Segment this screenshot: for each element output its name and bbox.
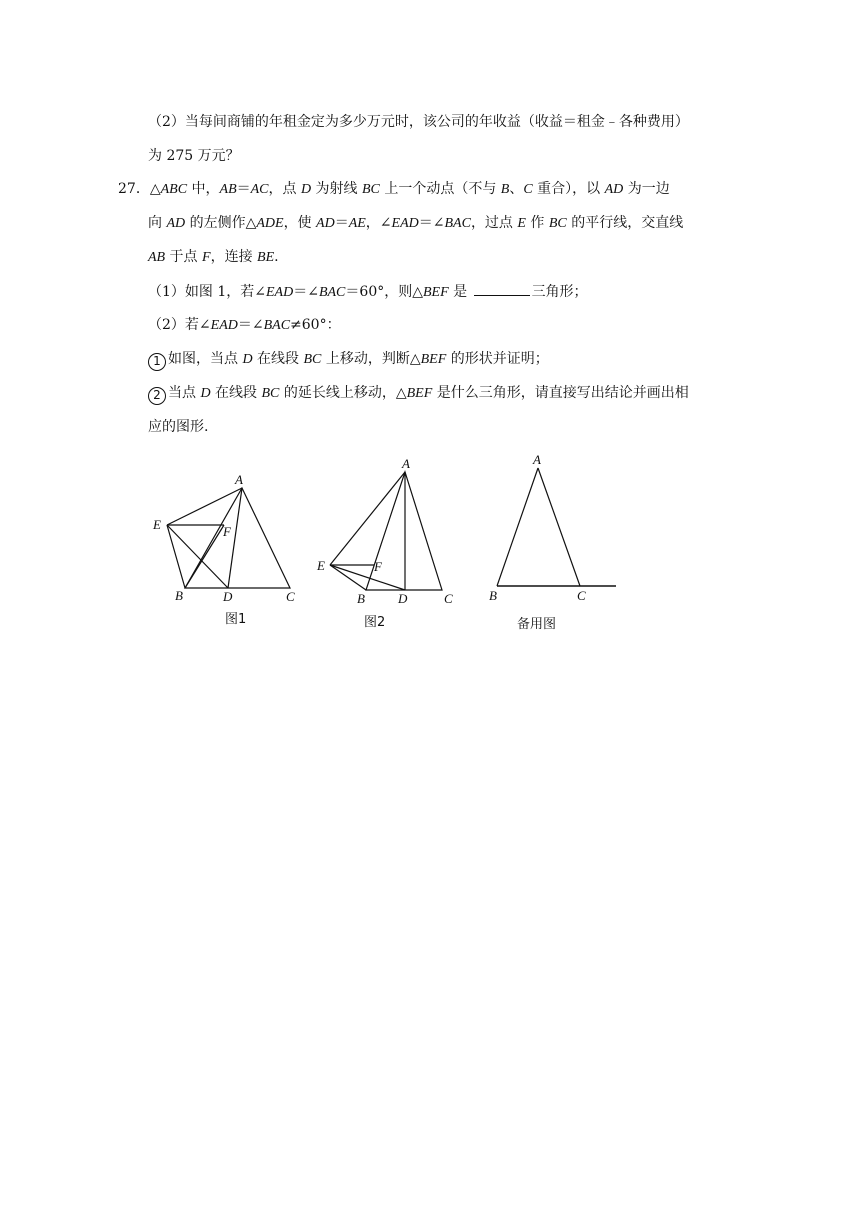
label-c: C [577, 588, 586, 603]
label-e: E [317, 558, 325, 573]
q27-part1: （1）如图 1，若∠EAD＝∠BAC＝60°，则△BEF 是 三角形； [148, 281, 588, 303]
q27-part2: （2）若∠EAD＝∠BAC≠60°： [148, 317, 341, 333]
q26-part2-line2: 为 275 万元？ [148, 148, 240, 164]
label-c: C [286, 589, 295, 604]
label-e: E [153, 517, 161, 532]
q27-stem-line3: AB 于点 F，连接 BE. [148, 249, 279, 265]
answer-blank[interactable] [474, 281, 530, 296]
spare-figure [485, 450, 625, 640]
q27-stem-line2: 向 AD 的左侧作△ADE，使 AD＝AE，∠EAD＝∠BAC，过点 E 作 BC 的平行线，交直线 [148, 215, 684, 231]
segment-eb [330, 565, 366, 590]
label-a: A [235, 472, 243, 487]
figure-1 [145, 470, 335, 650]
label-a: A [402, 456, 410, 471]
label-f: F [223, 524, 231, 539]
q27-sub1: 1 如图，当点 D 在线段 BC 上移动，判断△BEF 的形状并证明； [148, 349, 549, 371]
label-b: B [175, 588, 183, 603]
label-d: D [223, 589, 233, 604]
label-b: B [357, 591, 365, 606]
segment-ac [538, 468, 580, 586]
q27-sub2-line1: 2 当点 D 在线段 BC 的延长线上移动，△BEF 是什么三角形，请直接写出结论并画出相 [148, 383, 689, 405]
spare-figure-caption: 备用图 [517, 617, 557, 632]
segment-ab [497, 468, 538, 586]
circled-number-2: 2 [148, 387, 166, 405]
label-f: F [374, 559, 382, 574]
label-b: B [489, 588, 497, 603]
segment-ae [167, 488, 242, 525]
figure-2 [312, 455, 482, 645]
label-a: A [533, 452, 541, 467]
q27-sub2-line2: 应的图形. [148, 419, 209, 435]
triangle-abc [185, 488, 290, 588]
segment-ae [330, 472, 405, 565]
label-c: C [444, 591, 453, 606]
figure-2-caption: 图2 [364, 615, 386, 630]
circled-number-1: 1 [148, 353, 166, 371]
q26-part2-line1: （2）当每间商铺的年租金定为多少万元时，该公司的年收益（收益＝租金﹣各种费用） [148, 114, 689, 130]
question-number: 27． [118, 181, 150, 197]
q27-stem-line1: 27．△ABC 中，AB＝AC，点 D 为射线 BC 上一个动点（不与 B、C 重合），以 AD 为一边 [118, 181, 670, 197]
figure-1-caption: 图1 [225, 612, 247, 627]
label-d: D [398, 591, 408, 606]
